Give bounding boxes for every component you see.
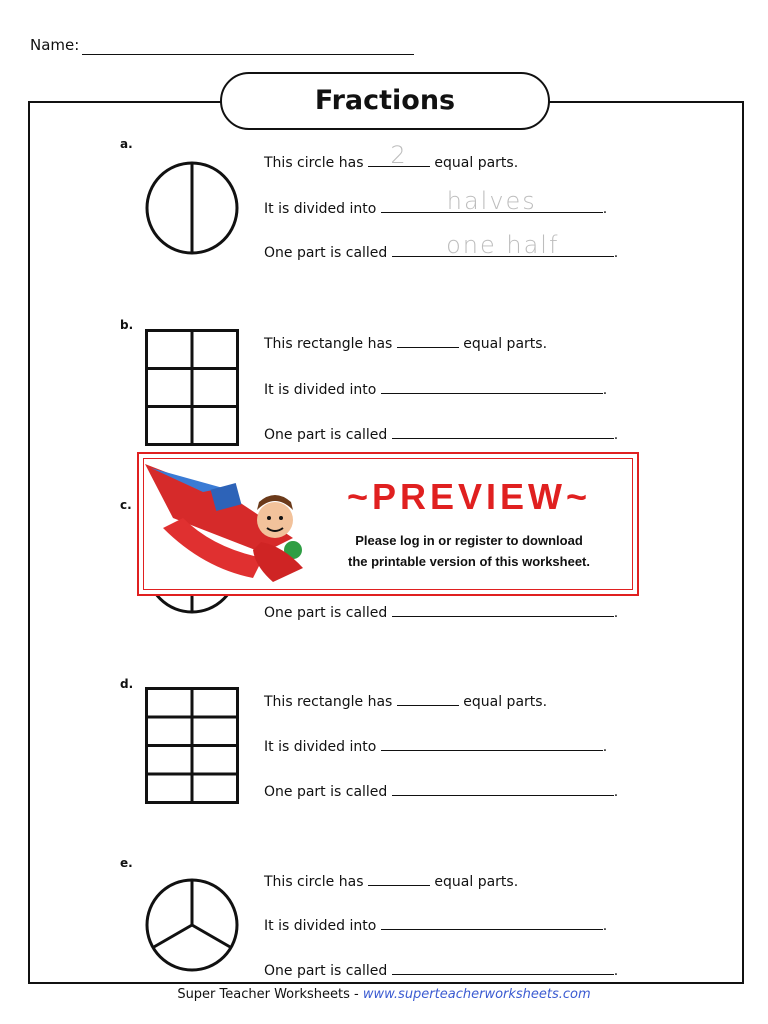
item-d-line1: This rectangle has equal parts. — [264, 691, 547, 710]
item-a-line3: One part is called one half . — [264, 231, 619, 261]
item-e-line3: One part is called . — [264, 960, 618, 979]
item-b-letter: b. — [120, 318, 134, 332]
item-e-line2: It is divided into . — [264, 915, 607, 934]
item-d-letter: d. — [120, 677, 134, 691]
item-b-divided-blank[interactable] — [381, 379, 603, 394]
name-blank[interactable] — [82, 54, 414, 55]
preview-message-line2: the printable version of this worksheet. — [348, 554, 590, 569]
item-a-line2: It is divided into halves . — [264, 187, 608, 217]
item-d-called-blank[interactable] — [392, 781, 614, 796]
item-a-parts-blank[interactable]: 2 — [368, 152, 430, 167]
footer — [0, 987, 768, 1002]
rectangle-eighths-shape — [145, 687, 239, 804]
rectangle-sixths-shape — [145, 329, 239, 446]
circle-thirds-shape — [145, 878, 239, 972]
preview-title: ~PREVIEW~ — [346, 476, 592, 517]
preview-message-line1: Please log in or register to download — [355, 533, 583, 548]
superhero-mascot-icon — [143, 458, 311, 590]
worksheet-title: Fractions — [220, 72, 550, 130]
item-e-called-blank[interactable] — [392, 960, 614, 975]
item-b-line2: It is divided into . — [264, 379, 607, 398]
item-d-parts-blank[interactable] — [397, 691, 459, 706]
footer-url-link[interactable]: www.superteacherworksheets.com — [362, 987, 591, 1002]
preview-banner[interactable] — [137, 452, 639, 596]
item-e-divided-blank[interactable] — [381, 915, 603, 930]
item-c-line3: One part is called . — [264, 602, 618, 621]
item-e-parts-blank[interactable] — [368, 871, 430, 886]
item-e-letter: e. — [120, 856, 133, 870]
item-b-parts-blank[interactable] — [397, 333, 459, 348]
item-d-line2: It is divided into . — [264, 736, 607, 755]
item-b-line3: One part is called . — [264, 424, 618, 443]
item-b-called-blank[interactable] — [392, 424, 614, 439]
preview-message — [309, 530, 629, 572]
item-a-called-blank[interactable]: one half — [392, 242, 614, 257]
item-d-line3: One part is called . — [264, 781, 618, 800]
item-a-divided-blank[interactable]: halves — [381, 198, 603, 213]
name-label: Name: — [30, 36, 80, 54]
item-b-line1: This rectangle has equal parts. — [264, 333, 547, 352]
item-c-letter: c. — [120, 498, 132, 512]
item-a-letter: a. — [120, 137, 133, 151]
item-e-line1: This circle has equal parts. — [264, 871, 518, 890]
circle-halves-shape — [145, 161, 239, 255]
item-a-line1: This circle has 2 equal parts. — [264, 141, 519, 171]
item-d-divided-blank[interactable] — [381, 736, 603, 751]
item-c-called-blank[interactable] — [392, 602, 614, 617]
footer-brand: Super Teacher Worksheets - — [177, 987, 363, 1002]
